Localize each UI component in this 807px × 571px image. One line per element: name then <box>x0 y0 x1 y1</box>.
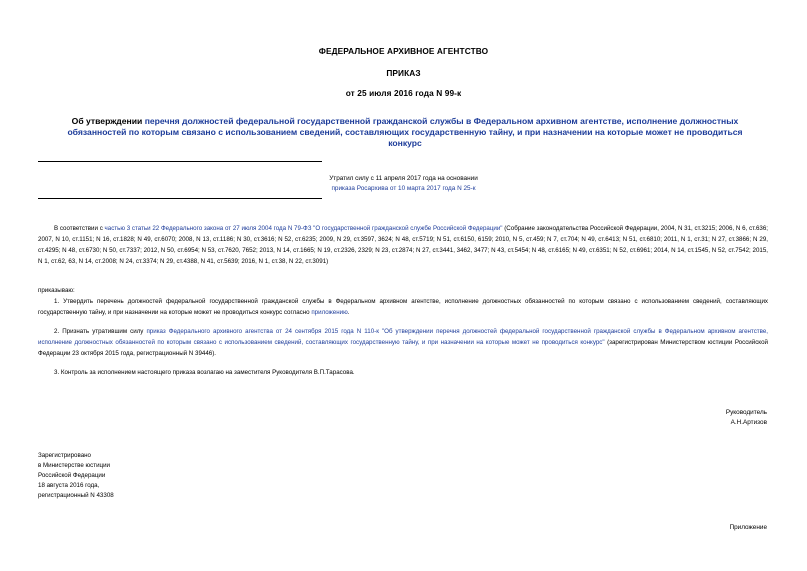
registration-line: 18 августа 2016 года, <box>38 482 100 489</box>
registration-block <box>38 451 238 501</box>
preamble-paragraph <box>38 223 768 267</box>
signature-name: А.Н.Артизов <box>730 419 767 426</box>
divider-bottom <box>38 198 322 199</box>
status-note <box>0 174 807 194</box>
item-2-end: (зарегистрирован Министерством юстиции Российской Федерации 23 октября 2015 года, регистрационный N 39446). <box>38 339 768 357</box>
item-1 <box>38 296 768 318</box>
item-1-end: . <box>347 309 350 316</box>
registration-line: в Министерстве юстиции <box>38 462 111 469</box>
item-1-link[interactable]: приложению <box>311 309 348 316</box>
item-2-text: 2. Признать утратившим силу <box>54 328 147 335</box>
appendix-label: Приложение <box>729 524 767 531</box>
registration-line: Российской Федерации <box>38 472 106 479</box>
item-2 <box>38 326 768 359</box>
title-link[interactable]: перечня должностей федеральной государственной гражданской службы в Федеральном архивном агентстве, исполнение должностных обязанностей по которым связано с использованием сведений, составляющих государственную тайну, и при назначении на которые может не проводиться конкурс <box>67 116 743 148</box>
agency-name: ФЕДЕРАЛЬНОЕ АРХИВНОЕ АГЕНТСТВО <box>318 46 489 56</box>
status-note-line1: Утратил силу с 11 апреля 2017 года на основании <box>329 175 478 182</box>
signature-role: Руководитель <box>725 409 767 416</box>
registration-line: Зарегистрировано <box>38 452 91 459</box>
page-title <box>60 116 750 149</box>
doc-date-number: от 25 июля 2016 года N 99-к <box>345 88 462 98</box>
status-note-link[interactable]: приказа Росархива от 10 марта 2017 года N 25-к <box>331 185 476 192</box>
divider-top <box>38 161 322 162</box>
doc-type: ПРИКАЗ <box>386 68 421 78</box>
item-2-link[interactable]: приказ Федерального архивного агентства от 24 сентября 2015 года N 110-к "Об утверждении перечня должностей федеральной государственной гражданской службы в Федеральном архивном агентстве, исполнение должностных обязанностей по которым связано с использованием сведений, составляющих государственную тайну, и при назначении на которые может не проводиться конкурс" <box>38 328 768 346</box>
item-3: 3. Контроль за исполнением настоящего приказа возлагаю на заместителя Руководителя В.П.Тарасова. <box>54 369 355 376</box>
prikazyvayu: приказываю: <box>38 287 75 294</box>
registration-line: регистрационный N 43308 <box>38 492 114 499</box>
preamble-text-1: В соответствии с <box>54 225 105 232</box>
item-1-text: 1. Утвердить перечень должностей федеральной государственной гражданской службы в Федеральном архивном агентстве, исполнение должностных обязанностей по которым связано с использованием сведений, составляющих государственную тайну, и при назначении на которые может не проводиться конкурс согласно <box>38 298 768 316</box>
preamble-text-2: (Собрание законодательства Российской Федерации, 2004, N 31, ст.3215; 2006, N 6, ст.636; 2007, N 10, ст.1151; N 16, ст.1828; N 49, ст.6070; 2008, N 13, ст.1186; N 30, ст.3616; N 52, ст.6235; 2009, N 29, ст.3597, 3624; N 48, ст.5719; N 51, ст.6150, 6159; 2010, N 5, ст.459; N 7, ст.704; N 49, ст.6413; N 51, ст.6810; 2011, N 1, ст.31; N 27, ст.3866; N 29, ст.4295; N 48, ст.6730; N 50, ст.7337; 2012, N 50, ст.6954; N 53, ст.7620, 7652; 2013, N 14, ст.1665; N 19, ст.2326, 2329; N 23, ст.2874; N 27, ст.3441, 3462, 3477; N 43, ст.5454; N 48, ст.6165; N 49, ст.6351; N 52, ст.6961; 2014, N 14, ст.1545, N 52, ст.7542; 2015, N 1, ст.62, 63, N 14, ст.2008; N 24, ст.3374; N 29, ст.4388, N 41, ст.5639; 2016, N 1, ст.38, N 22, ст.3091) <box>38 225 768 265</box>
signature-block <box>567 408 767 428</box>
title-prefix: Об утверждении <box>71 116 145 126</box>
preamble-law-link[interactable]: частью 3 статьи 22 Федерального закона от 27 июля 2004 года N 79-ФЗ "О государственной гражданской службе Российской Федерации" <box>104 225 503 232</box>
